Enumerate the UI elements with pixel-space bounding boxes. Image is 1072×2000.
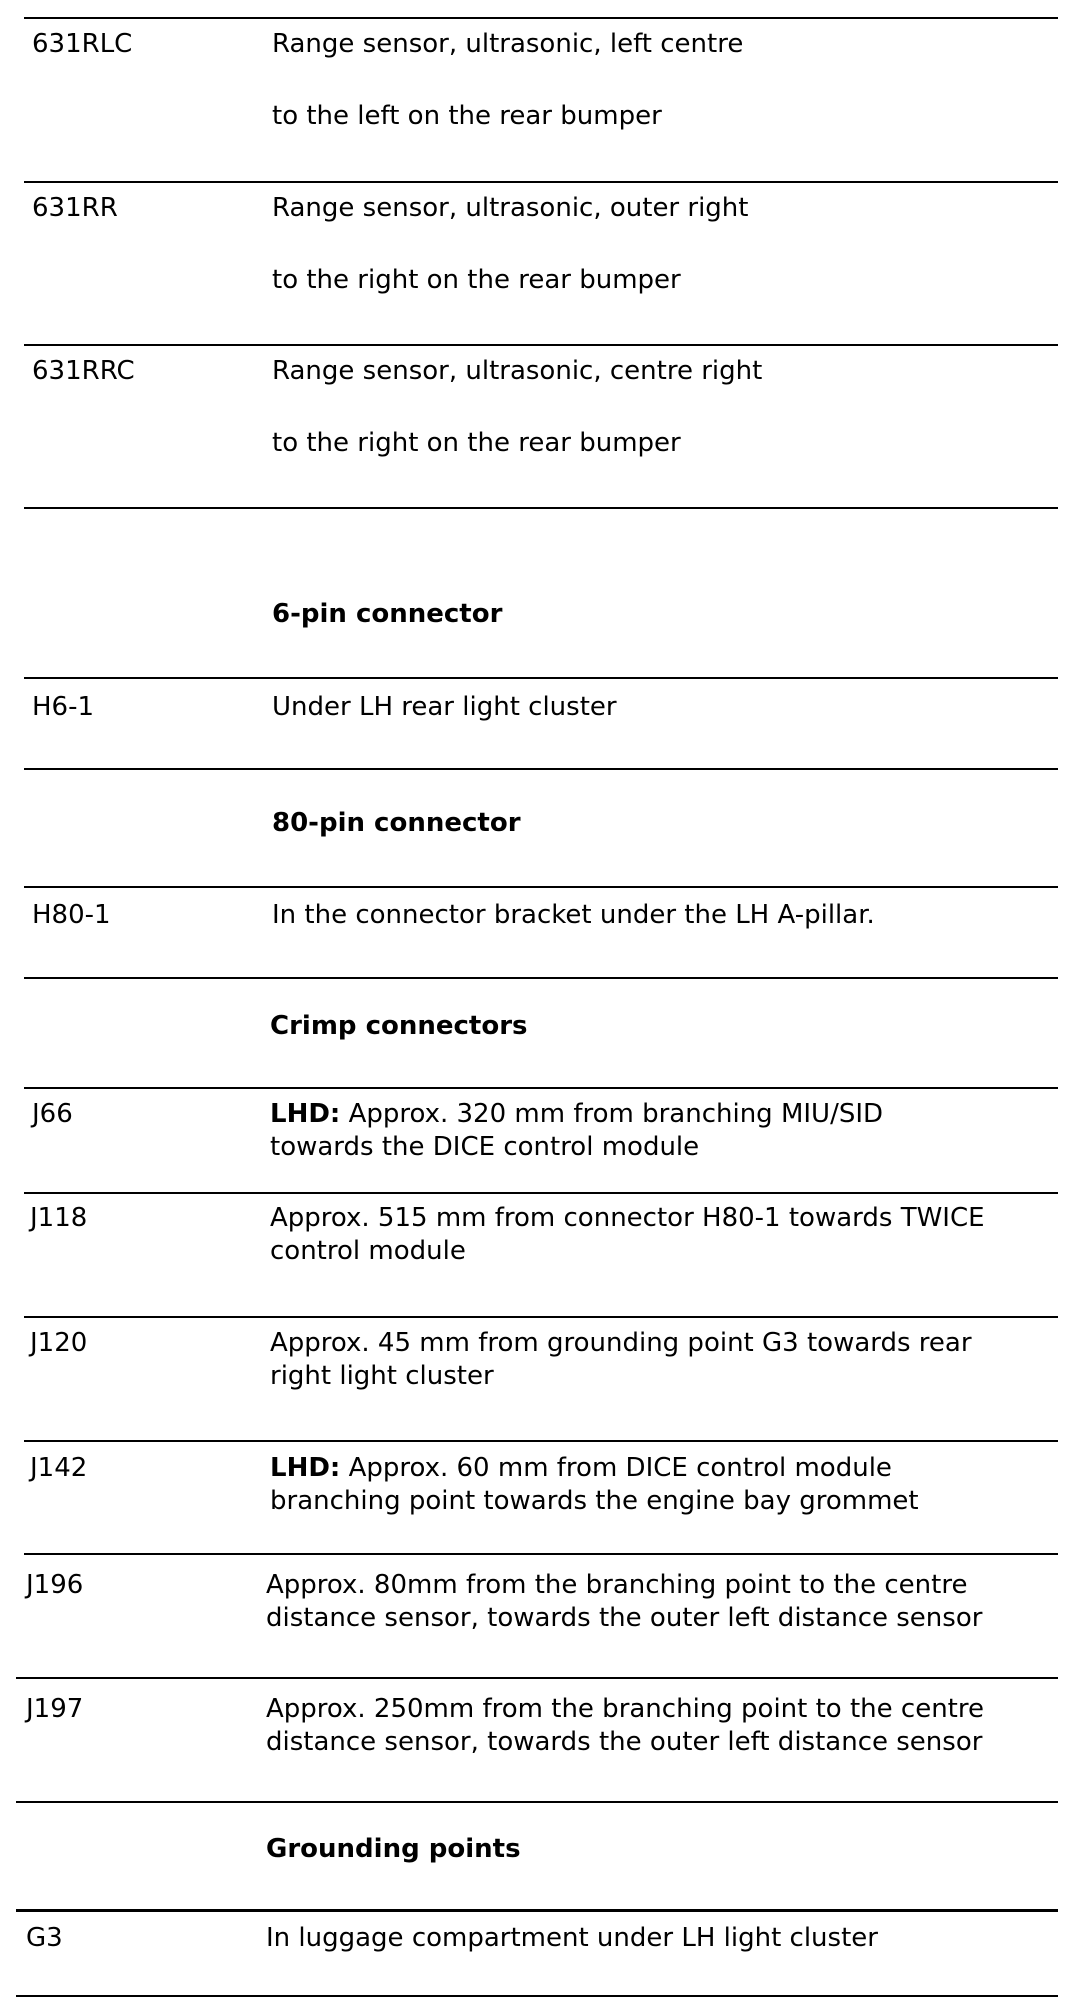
row-location-line1: Approx. 80mm from the branching point to the centre: [266, 1570, 968, 1600]
section-heading: 80-pin connector: [272, 808, 521, 838]
row-code: 631RRC: [32, 356, 135, 386]
lhd-prefix: LHD:: [270, 1099, 341, 1129]
row-code: J142: [30, 1453, 88, 1483]
row-code: 631RR: [32, 193, 118, 223]
row-location-line2: control module: [270, 1236, 466, 1266]
table-rule: [16, 1677, 1058, 1679]
lhd-prefix: LHD:: [270, 1453, 341, 1483]
row-location: to the right on the rear bumper: [272, 428, 681, 458]
table-rule: [24, 344, 1058, 346]
table-rule: [24, 768, 1058, 770]
table-rule: [24, 17, 1058, 19]
row-code: H6-1: [32, 692, 95, 722]
section-heading: 6-pin connector: [272, 599, 503, 629]
row-location-line2: branching point towards the engine bay grommet: [270, 1486, 919, 1516]
table-rule: [24, 977, 1058, 979]
row-location: [270, 1452, 892, 1485]
table-rule: [24, 1087, 1058, 1089]
row-code: J197: [26, 1694, 84, 1724]
row-code: H80-1: [32, 900, 111, 930]
row-description: Range sensor, ultrasonic, left centre: [272, 29, 744, 59]
row-location: Under LH rear light cluster: [272, 692, 617, 722]
row-location-line1: Approx. 45 mm from grounding point G3 towards rear: [270, 1328, 972, 1358]
row-location: In the connector bracket under the LH A-pillar.: [272, 900, 875, 930]
row-location-line2: distance sensor, towards the outer left distance sensor: [266, 1727, 983, 1757]
row-description: Range sensor, ultrasonic, outer right: [272, 193, 749, 223]
table-rule: [24, 181, 1058, 183]
table-rule: [16, 1909, 1058, 1912]
row-code: G3: [26, 1923, 63, 1953]
row-location: to the right on the rear bumper: [272, 265, 681, 295]
table-rule: [24, 1192, 1058, 1194]
table-rule: [16, 1801, 1058, 1803]
table-rule: [24, 886, 1058, 888]
table-rule: [24, 507, 1058, 509]
section-heading: Crimp connectors: [270, 1011, 528, 1041]
row-location: [270, 1098, 883, 1131]
row-code: J120: [30, 1328, 88, 1358]
row-code: J196: [26, 1570, 84, 1600]
row-location: In luggage compartment under LH light cluster: [266, 1923, 878, 1953]
row-location: to the left on the rear bumper: [272, 101, 662, 131]
row-description: Range sensor, ultrasonic, centre right: [272, 356, 763, 386]
table-rule: [16, 1995, 1058, 1997]
section-heading: Grounding points: [266, 1834, 521, 1864]
row-location-line1: Approx. 320 mm from branching MIU/SID: [348, 1099, 884, 1129]
row-code: J66: [32, 1099, 73, 1129]
row-code: 631RLC: [32, 29, 133, 59]
table-rule: [24, 1553, 1058, 1555]
table-rule: [24, 1316, 1058, 1318]
row-code: J118: [30, 1203, 88, 1233]
row-location-line1: Approx. 515 mm from connector H80-1 towards TWICE: [270, 1203, 985, 1233]
row-location-line1: Approx. 60 mm from DICE control module: [348, 1453, 892, 1483]
row-location-line2: distance sensor, towards the outer left distance sensor: [266, 1603, 983, 1633]
row-location-line2: towards the DICE control module: [270, 1132, 700, 1162]
row-location-line2: right light cluster: [270, 1361, 494, 1391]
table-rule: [24, 1440, 1058, 1442]
table-rule: [24, 677, 1058, 679]
row-location-line1: Approx. 250mm from the branching point to the centre: [266, 1694, 984, 1724]
